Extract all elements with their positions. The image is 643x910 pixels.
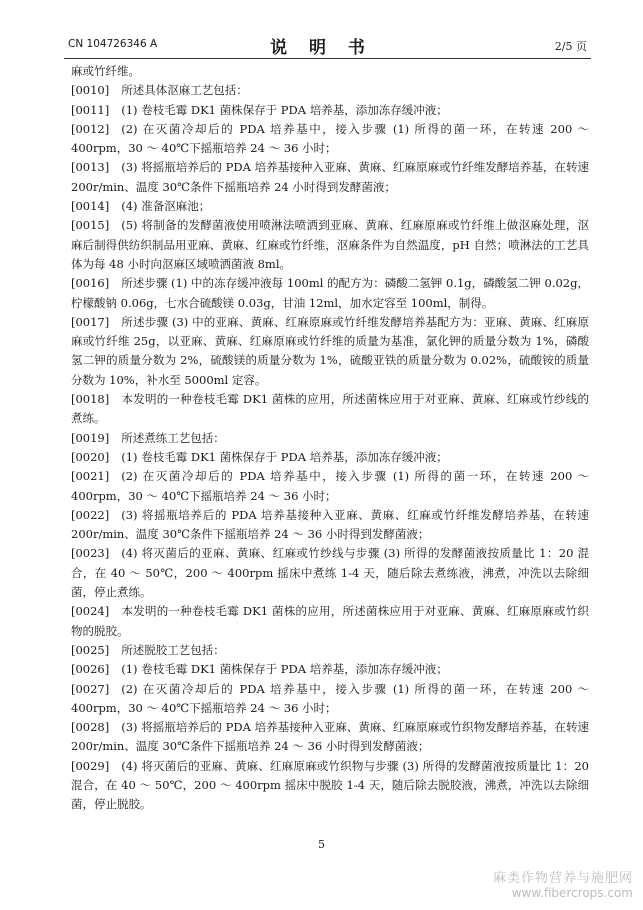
paragraph	[71, 718, 589, 757]
paragraph	[71, 680, 589, 719]
paragraph-list	[71, 81, 589, 814]
paragraph	[71, 429, 589, 448]
paragraph	[71, 120, 589, 159]
paragraph-number: [0019]	[71, 430, 110, 445]
paragraph	[71, 544, 589, 602]
watermark-url: www.fibercrops.com	[511, 886, 633, 900]
paragraph-number: [0018]	[71, 392, 110, 407]
paragraph-text: (1) 卷枝毛霉 DK1 菌株保存于 PDA 培养基，添加冻存缓冲液；	[121, 102, 448, 117]
paragraph-text: 所述具体沤麻工艺包括：	[121, 83, 248, 98]
document-body	[71, 62, 589, 815]
page-number: 5	[318, 838, 325, 851]
paragraph-number: [0024]	[71, 604, 110, 619]
paragraph-text: (3) 将摇瓶培养后的 PDA 培养基接种入亚麻、黄麻、红麻原麻或竹纤维发酵培养基，在转速 200r/min、温度 30℃条件下摇瓶培养 24 小时得到发酵菌液；	[71, 160, 589, 194]
paragraph-text: (4) 准备沤麻池；	[121, 199, 211, 214]
paragraph	[71, 274, 589, 313]
continuation-text: 麻或竹纤维。	[71, 64, 140, 78]
paragraph-text: (2) 在灭菌冷却后的 PDA 培养基中，接入步骤 (1) 所得的菌一环，在转速 200 ～ 400rpm，30 ～ 40℃下摇瓶培养 24 ～ 36 小时；	[71, 469, 589, 503]
paragraph	[71, 660, 589, 679]
paragraph-text: 所述步骤 (3) 中的亚麻、黄麻、红麻原麻或竹纤维发酵培养基配方为：亚麻、黄麻、红麻原麻或竹纤维 25g，以亚麻、黄麻、红麻原麻或竹纤维的质量为基准，氯化钾的质量分数为 1%，磷酸氢二钾的质量分数为 2%，硫酸镁的质量分数为 1%，硫酸亚铁的质量分数为 0.02%，硫酸铵的质量分数为 10%，补水至 5000ml 定容。	[71, 314, 589, 387]
paragraph-text: (2) 在灭菌冷却后的 PDA 培养基中，接入步骤 (1) 所得的菌一环，在转速 200 ～ 400rpm，30 ～ 40℃下摇瓶培养 24 ～ 36 小时；	[71, 681, 589, 715]
site-watermark	[493, 867, 633, 900]
paragraph-number: [0026]	[71, 662, 110, 677]
paragraph	[71, 101, 589, 120]
paragraph	[71, 757, 589, 815]
paragraph-text: (2) 在灭菌冷却后的 PDA 培养基中，接入步骤 (1) 所得的菌一环，在转速 200 ～ 400rpm，30 ～ 40℃下摇瓶培养 24 ～ 36 小时；	[71, 121, 589, 156]
document-title: 说 明 书	[270, 38, 373, 58]
header-divider	[64, 58, 591, 59]
paragraph-number: [0029]	[71, 758, 110, 773]
paragraph-number: [0017]	[71, 314, 110, 329]
paragraph-number: [0014]	[71, 199, 110, 214]
paragraph	[71, 158, 589, 197]
paragraph	[71, 641, 589, 660]
paragraph-number: [0011]	[71, 102, 110, 117]
paragraph-text: 所述脱胶工艺包括：	[121, 642, 225, 657]
paragraph-number: [0023]	[71, 546, 110, 561]
paragraph-text: 所述步骤 (1) 中的冻存缓冲液每 100ml 的配方为：磷酸二氢钾 0.1g，磷酸氢二钾 0.02g，柠檬酸钠 0.06g，七水合硫酸镁 0.03g，甘油 12ml，加水定容至 100ml，制得。	[71, 276, 589, 310]
paragraph	[71, 216, 589, 274]
paragraph-text: (4) 将灭菌后的亚麻、黄麻、红麻原麻或竹织物与步骤 (3) 所得的发酵菌液按质量比 1：20 混合，在 40 ～ 50℃，200 ～ 400rpm 摇床中脱胶 1-4 天，随后除去脱胶液，沸煮，冲洗以去除细菌，停止脱胶。	[71, 758, 589, 812]
paragraph-number: [0022]	[71, 507, 110, 522]
watermark-site-name: 麻类作物营养与施肥网	[492, 871, 633, 886]
paragraph	[71, 197, 589, 216]
paragraph-number: [0015]	[71, 218, 110, 233]
paragraph-number: [0020]	[71, 449, 110, 464]
paragraph	[71, 506, 589, 545]
paragraph	[71, 602, 589, 641]
paragraph-number: [0010]	[71, 83, 110, 98]
paragraph	[71, 313, 589, 390]
paragraph	[71, 81, 589, 100]
paragraph-text: 本发明的一种卷枝毛霉 DK1 菌株的应用，所述菌株应用于对亚麻、黄麻、红麻原麻或竹织物的脱胶。	[71, 604, 589, 638]
paragraph-number: [0012]	[71, 121, 110, 136]
paragraph-number: [0025]	[71, 642, 110, 657]
paragraph-number: [0027]	[71, 681, 110, 696]
paragraph-text: (1) 卷枝毛霉 DK1 菌株保存于 PDA 培养基，添加冻存缓冲液；	[121, 662, 448, 677]
paragraph	[71, 448, 589, 467]
paragraph-number: [0013]	[71, 160, 110, 175]
paragraph-text: (5) 将制备的发酵菌液使用喷淋法喷洒到亚麻、黄麻、红麻原麻或竹纤维上做沤麻处理，沤麻后制得供纺织制品用亚麻、黄麻、红麻或竹纤维，沤麻条件为自然温度，pH 自然；喷淋法的工艺具体为每 48 小时向沤麻区域喷洒菌液 8ml。	[71, 218, 589, 271]
paragraph-text: (3) 将摇瓶培养后的 PDA 培养基接种入亚麻、黄麻、红麻或竹纤维发酵培养基，在转速 200r/min、温度 30℃条件下摇瓶培养 24 ～ 36 小时得到发酵菌液；	[71, 507, 589, 542]
paragraph	[71, 467, 589, 506]
paragraph	[71, 390, 589, 429]
paragraph-text: 所述煮练工艺包括：	[121, 430, 225, 445]
paragraph-number: [0028]	[71, 720, 110, 735]
paragraph-number: [0021]	[71, 469, 110, 484]
patent-number: CN 104726346 A	[68, 38, 158, 50]
page-indicator: 2/5 页	[554, 40, 587, 53]
paragraph-text: (4) 将灭菌后的亚麻、黄麻、红麻或竹纱线与步骤 (3) 所得的发酵菌液按质量比 1：20 混合，在 40 ～ 50℃，200 ～ 400rpm 摇床中煮练 1-4 天，随后除去煮练液，沸煮，冲洗以去除细菌，停止煮练。	[71, 546, 589, 600]
paragraph-text: (1) 卷枝毛霉 DK1 菌株保存于 PDA 培养基，添加冻存缓冲液；	[121, 449, 448, 464]
paragraph-text: (3) 将摇瓶培养后的 PDA 培养基接种入亚麻、黄麻、红麻原麻或竹织物发酵培养基，在转速 200r/min、温度 30℃条件下摇瓶培养 24 ～ 36 小时得到发酵菌液；	[71, 720, 589, 754]
paragraph-text: 本发明的一种卷枝毛霉 DK1 菌株的应用，所述菌株应用于对亚麻、黄麻、红麻或竹纱线的煮练。	[71, 392, 589, 426]
paragraph-number: [0016]	[71, 276, 110, 291]
